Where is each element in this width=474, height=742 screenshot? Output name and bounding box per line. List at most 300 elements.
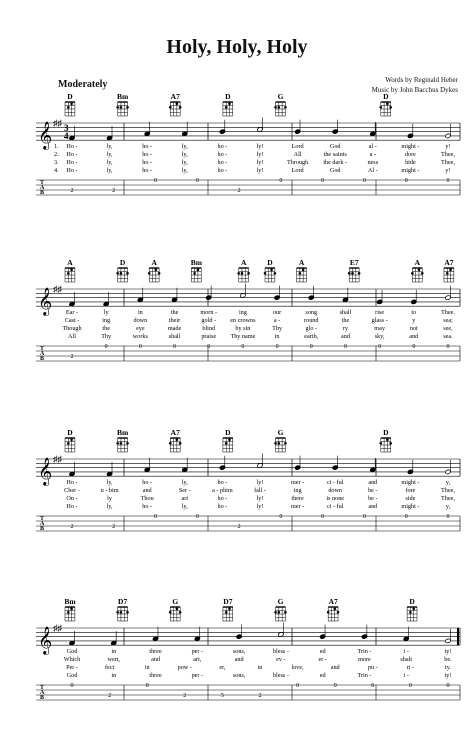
lyric-syllable: Thee, — [441, 487, 455, 494]
treble-clef: 𝄞 — [38, 289, 53, 316]
lyric-syllable: y, — [445, 479, 451, 486]
lyricist-credit: Words by Reginald Heber — [385, 76, 458, 84]
tab-fret: 0 — [333, 683, 337, 689]
lyric-syllable: Lord — [291, 143, 304, 150]
lyric-syllable: Thou — [140, 495, 154, 502]
tab-fret: 0 — [138, 344, 142, 350]
chord-name: G — [277, 597, 284, 606]
lyric-syllable: the dark - — [323, 159, 348, 166]
tab-fret: 0 — [275, 344, 279, 350]
lyric-syllable: and — [330, 664, 340, 671]
lyric-syllable: and — [142, 487, 152, 494]
lyric-syllable: there — [291, 495, 304, 502]
lyric-syllable: rise — [375, 309, 385, 316]
music-system — [0, 428, 474, 573]
lyric-syllable: in — [257, 664, 263, 671]
lyric-syllable: sons, — [232, 672, 246, 679]
lyric-syllable: Ho - — [66, 143, 78, 150]
lyric-syllable: ly, — [106, 151, 113, 158]
lyric-syllable: fore — [405, 487, 416, 494]
lyric-syllable: ly! — [256, 159, 264, 166]
lyric-syllable: their — [168, 317, 181, 324]
lyric-syllable: Lord — [291, 167, 304, 174]
lyric-syllable: ly! — [256, 167, 264, 174]
lyric-syllable: God — [66, 648, 78, 655]
lyric-syllable: Cher - — [64, 487, 80, 494]
svg-text:B: B — [40, 190, 45, 196]
lyric-syllable: round — [304, 317, 319, 324]
lyric-syllable: earth, — [304, 333, 319, 340]
chord-diagram — [65, 92, 75, 116]
lyric-syllable: glass - — [371, 317, 388, 324]
tab-fret: 0 — [362, 514, 366, 520]
lyric-syllable: Ho - — [66, 167, 78, 174]
svg-text:T: T — [40, 685, 45, 691]
lyric-syllable: ly, — [181, 167, 188, 174]
lyric-syllable: fall - — [254, 487, 266, 494]
tab-fret: 0 — [207, 344, 211, 350]
chord-diagram — [407, 597, 417, 621]
chord-diagram — [274, 597, 287, 621]
lyric-syllable: ev - — [276, 656, 286, 663]
lyric-syllable: Cast - — [64, 317, 80, 324]
chord-diagram — [148, 258, 161, 282]
lyric-syllable: more — [358, 656, 371, 663]
chord-name: E7 — [349, 258, 359, 267]
tab-fret: 0 — [145, 683, 149, 689]
lyric-syllable: i - — [403, 648, 409, 655]
treble-clef: 𝄞 — [38, 459, 53, 486]
svg-text:3: 3 — [64, 123, 69, 133]
lyric-syllable: ly! — [256, 495, 264, 502]
song-title: Holy, Holy, Holy — [166, 36, 308, 58]
chord-diagram — [223, 597, 233, 621]
tab-fret: 0 — [446, 344, 450, 350]
chord-name: A — [151, 258, 157, 267]
lyric-syllable: the saints — [323, 151, 347, 158]
lyric-syllable: sea; — [443, 317, 453, 324]
tab-fret: 0 — [309, 344, 313, 350]
tab-fret: 0 — [173, 344, 177, 350]
lyric-syllable: glo - — [305, 325, 318, 332]
lyric-syllable: and — [409, 333, 419, 340]
lyric-syllable: ry — [342, 325, 349, 332]
lyric-syllable: ty. — [445, 664, 451, 671]
chord-diagram — [379, 428, 392, 452]
lyric-syllable: ho - — [142, 159, 153, 166]
lyric-syllable: ly, — [106, 503, 113, 510]
lyric-syllable: er - — [318, 656, 327, 663]
chord-diagram — [348, 258, 361, 282]
chord-name: Bm — [190, 258, 202, 267]
tab-fret: 0 — [446, 178, 450, 184]
lyric-syllable: Ho - — [66, 151, 78, 158]
verse-number: 3. — [54, 159, 59, 166]
chord-diagram — [274, 428, 287, 452]
lyric-syllable: gold - — [201, 317, 217, 324]
lyric-syllable: Al - — [367, 167, 378, 174]
lyric-syllable: eye — [136, 325, 145, 332]
lyric-syllable: might - — [401, 143, 420, 150]
lyric-syllable: shall — [168, 333, 181, 340]
lyric-syllable: ho - — [217, 151, 228, 158]
tab-fret: 0 — [446, 683, 450, 689]
lyric-syllable: ri - — [406, 664, 415, 671]
lyric-syllable: Per - — [66, 664, 78, 671]
chord-diagram — [116, 258, 129, 282]
tab-fret: 2 — [258, 693, 262, 699]
lyric-syllable: ci - ful — [326, 479, 344, 486]
tab-fret: 0 — [279, 178, 283, 184]
lyric-syllable: be - — [368, 487, 378, 494]
composer-credit: Music by John Bacchus Dykes — [371, 86, 458, 94]
lyric-syllable: side — [405, 495, 416, 502]
lyric-syllable: Thy — [101, 333, 112, 340]
tab-fret: 0 — [321, 178, 325, 184]
lyric-syllable: see, — [443, 325, 453, 332]
tab-fret: 0 — [154, 178, 158, 184]
lyric-syllable: ly, — [106, 159, 113, 166]
chord-diagram — [237, 258, 250, 282]
chord-diagram — [327, 597, 340, 621]
music-system — [0, 597, 474, 742]
chord-diagram — [274, 92, 287, 116]
lyric-syllable: three — [149, 648, 162, 655]
chord-diagram — [116, 597, 129, 621]
lyric-syllable: ing — [293, 487, 302, 494]
tab-fret: 0 — [241, 344, 245, 350]
lyric-syllable: ho - — [217, 495, 228, 502]
chord-name: A — [414, 258, 421, 267]
treble-staff — [36, 118, 460, 150]
tab-fret: 0 — [154, 514, 158, 520]
lyric-syllable: shall — [339, 309, 352, 316]
lyric-syllable: the — [341, 317, 350, 324]
treble-staff — [36, 623, 460, 655]
lyric-syllable: ho - — [217, 167, 228, 174]
lyric-syllable: might - — [401, 167, 420, 174]
lyric-syllable: and — [234, 656, 244, 663]
lyrics-block — [64, 479, 455, 510]
chord-name: D — [225, 92, 231, 101]
key-signature: ♯♯ — [53, 454, 62, 464]
tab-fret: 0 — [195, 514, 199, 520]
chord-diagram — [65, 428, 75, 452]
tab-staff — [36, 683, 460, 701]
lyric-syllable: fect — [104, 664, 115, 671]
lyric-syllable: and — [368, 479, 378, 486]
chord-name: D — [267, 258, 273, 267]
lyric-syllable: ly! — [256, 479, 264, 486]
lyric-syllable: not — [409, 325, 418, 332]
chord-name: D — [409, 597, 415, 606]
lyric-syllable: ty! — [444, 672, 452, 679]
chord-name: A — [298, 258, 305, 267]
lyric-syllable: On - — [66, 495, 78, 502]
lyric-syllable: made — [167, 325, 182, 332]
chord-name: A7 — [170, 428, 180, 437]
tab-fret: 2 — [237, 188, 241, 194]
tab-fret: 2 — [237, 524, 241, 530]
melody-notes — [69, 283, 451, 306]
chord-diagram — [169, 597, 182, 621]
lyric-syllable: ly, — [181, 503, 188, 510]
tab-fret: 2 — [112, 188, 116, 194]
svg-text:B: B — [40, 526, 45, 532]
lyric-syllable: Ho - — [66, 159, 78, 166]
chord-name: D — [383, 428, 389, 437]
lyric-syllable: Through — [286, 159, 309, 166]
lyric-syllable: ly, — [181, 159, 188, 166]
lyric-syllable: shalt — [400, 656, 413, 663]
lyrics-block — [54, 143, 455, 174]
tab-fret: 0 — [70, 683, 74, 689]
lyric-syllable: a - — [369, 151, 376, 158]
chord-name: D — [119, 258, 126, 267]
lyric-syllable: mer - — [290, 503, 305, 510]
chord-diagram — [297, 258, 307, 282]
lyric-syllable: in — [137, 309, 143, 316]
lyric-syllable: ho - — [217, 479, 228, 486]
tab-fret: 5 — [220, 693, 224, 699]
lyric-syllable: Ho - — [66, 479, 78, 486]
chord-diagram — [65, 258, 75, 282]
lyric-syllable: All — [68, 333, 76, 340]
lyric-syllable: All — [293, 151, 302, 158]
tab-fret: 0 — [296, 683, 300, 689]
chord-name: A7 — [328, 597, 338, 606]
lyric-syllable: may — [374, 325, 385, 332]
lyric-syllable: Thee, — [441, 151, 455, 158]
lyric-syllable: sea. — [443, 333, 453, 340]
lyric-syllable: in — [274, 333, 280, 340]
lyric-syllable: ly, — [106, 143, 113, 150]
music-system — [0, 258, 474, 403]
treble-staff — [36, 454, 460, 486]
chord-diagram — [116, 428, 129, 452]
chord-name: Bm — [117, 428, 129, 437]
lyric-syllable: Thee, — [441, 495, 455, 502]
lyric-syllable: a - phim — [212, 487, 233, 494]
tab-fret: 0 — [362, 178, 366, 184]
chord-diagram — [169, 428, 182, 452]
lyric-syllable: sons, — [232, 648, 246, 655]
lyric-syllable: y, — [445, 503, 451, 510]
lyrics-block — [64, 648, 452, 679]
lyric-syllable: by sin — [235, 325, 251, 332]
lyric-syllable: God — [66, 672, 78, 679]
svg-text:B: B — [40, 356, 45, 362]
tab-fret: 0 — [412, 344, 416, 350]
tab-staff — [36, 344, 460, 362]
lyric-syllable: hide — [405, 159, 416, 166]
tab-staff — [36, 178, 460, 196]
lyric-syllable: is none — [326, 495, 345, 502]
lyric-syllable: the — [170, 309, 179, 316]
lyric-syllable: er, — [219, 664, 226, 671]
chord-diagram — [264, 258, 277, 282]
chord-diagram — [379, 92, 392, 116]
svg-text:A: A — [40, 351, 45, 357]
lyric-syllable: ly, — [106, 479, 113, 486]
chord-name: D7 — [223, 597, 233, 606]
lyric-syllable: and — [340, 333, 350, 340]
chord-diagram — [223, 92, 233, 116]
lyric-syllable: mer - — [290, 479, 305, 486]
chord-name: A7 — [444, 258, 454, 267]
lyric-syllable: might - — [401, 503, 420, 510]
lyric-syllable: Ear - — [65, 309, 79, 316]
lyric-syllable: ci - ful — [326, 503, 344, 510]
lyric-syllable: praise — [201, 333, 217, 340]
lyric-syllable: blind — [202, 325, 216, 332]
lyric-syllable: ho - — [217, 503, 228, 510]
svg-text:T: T — [40, 346, 45, 352]
key-signature: ♯♯ — [53, 284, 62, 294]
lyric-syllable: ing — [102, 317, 111, 324]
lyric-syllable: ly! — [256, 151, 264, 158]
lyric-syllable: three — [149, 672, 162, 679]
chord-name: G — [172, 597, 179, 606]
svg-text:T: T — [40, 180, 45, 186]
melody-notes — [69, 453, 451, 476]
lyric-syllable: art — [181, 495, 189, 502]
lyric-syllable: ly, — [181, 479, 188, 486]
lyric-syllable: our — [272, 309, 282, 316]
lyric-syllable: love, — [291, 664, 304, 671]
lyric-syllable: ly, — [181, 151, 188, 158]
verse-number: 1. — [54, 143, 59, 150]
lyric-syllable: art, — [193, 656, 202, 663]
lyric-syllable: ho - — [142, 151, 153, 158]
chord-diagram — [64, 597, 76, 621]
lyric-syllable: be - — [368, 495, 378, 502]
lyric-syllable: and — [151, 656, 161, 663]
lyric-syllable: Thee, — [441, 159, 455, 166]
chord-name: D — [67, 92, 73, 101]
lyric-syllable: and — [368, 503, 378, 510]
lyric-syllable: Thy — [272, 325, 283, 332]
lyric-syllable: pu - — [367, 664, 378, 671]
lyric-syllable: in — [144, 664, 150, 671]
chord-name: D — [67, 428, 73, 437]
lyric-syllable: ly! — [256, 143, 264, 150]
tab-fret: 0 — [195, 178, 199, 184]
lyrics-block — [62, 309, 455, 340]
lyric-syllable: ho - — [217, 143, 228, 150]
lyric-syllable: ly — [103, 309, 109, 316]
notation-svg — [0, 258, 474, 398]
lyric-syllable: Thee. — [441, 309, 455, 316]
key-signature: ♯♯ — [53, 118, 62, 128]
chord-name: D — [225, 428, 231, 437]
chord-diagram — [444, 258, 454, 282]
tab-fret: 0 — [378, 344, 382, 350]
tempo-marking: Moderately — [58, 79, 108, 90]
lyric-syllable: i - — [403, 672, 409, 679]
notation-svg — [0, 92, 474, 232]
tab-fret: 0 — [404, 178, 408, 184]
lyric-syllable: bless - — [272, 648, 289, 655]
lyric-syllable: Thy name — [230, 333, 256, 340]
tab-fret: 0 — [371, 683, 375, 689]
chord-name: G — [277, 428, 284, 437]
lyric-syllable: ho - — [142, 167, 153, 174]
tab-staff — [36, 514, 460, 532]
chord-diagram — [411, 258, 424, 282]
svg-text:A: A — [40, 185, 45, 191]
lyric-syllable: y! — [445, 167, 451, 174]
lyric-syllable: to — [411, 309, 417, 316]
lyric-syllable: ho - — [217, 159, 228, 166]
lyric-syllable: bless - — [272, 672, 289, 679]
lyric-syllable: per - — [191, 648, 204, 655]
lyric-syllable: in — [111, 672, 117, 679]
lyric-syllable: God — [329, 167, 341, 174]
chord-name: D7 — [118, 597, 128, 606]
chord-name: A7 — [170, 92, 180, 101]
svg-text:A: A — [40, 521, 45, 527]
melody-notes — [69, 622, 451, 645]
lyric-syllable: morn - — [200, 309, 218, 316]
treble-staff — [36, 284, 460, 316]
lyric-syllable: y — [412, 317, 416, 324]
lyric-syllable: dore — [404, 151, 416, 158]
tab-fret: 0 — [446, 514, 450, 520]
tab-fret: 2 — [183, 693, 187, 699]
lyric-syllable: ness — [367, 159, 379, 166]
lyric-syllable: works — [132, 333, 148, 340]
svg-text:4: 4 — [64, 131, 69, 141]
lyric-syllable: en crowns — [230, 317, 256, 324]
chord-diagram — [116, 92, 129, 116]
lyric-syllable: a - — [273, 317, 281, 324]
lyric-syllable: God — [329, 143, 341, 150]
lyric-syllable: ly! — [256, 503, 264, 510]
chord-name: A — [67, 258, 73, 267]
lyric-syllable: Though — [62, 325, 82, 332]
lyric-syllable: Trin - — [357, 648, 372, 655]
lyric-syllable: ho - — [142, 143, 153, 150]
notation-svg — [0, 428, 474, 568]
lyric-syllable: Which — [63, 656, 81, 663]
lyric-syllable: ly, — [181, 143, 188, 150]
tab-fret: 0 — [404, 514, 408, 520]
chord-name: Bm — [117, 92, 129, 101]
lyric-syllable: ly — [107, 495, 113, 502]
music-system — [0, 92, 474, 237]
treble-clef: 𝄞 — [38, 628, 53, 655]
lyric-syllable: per - — [191, 672, 204, 679]
lyric-syllable: sky, — [374, 333, 385, 340]
treble-clef: 𝄞 — [38, 123, 53, 150]
lyric-syllable: be. — [444, 656, 452, 663]
chord-name: Bm — [64, 597, 76, 606]
tab-fret: 2 — [70, 188, 74, 194]
chord-diagram — [169, 92, 182, 116]
lyric-syllable: might - — [401, 479, 420, 486]
tab-fret: 2 — [70, 524, 74, 530]
notation-svg — [0, 597, 474, 737]
svg-text:T: T — [40, 516, 45, 522]
chord-name: A — [240, 258, 247, 267]
lyric-syllable: song — [305, 309, 318, 316]
lyric-syllable: down — [328, 487, 343, 494]
tab-fret: 0 — [343, 344, 347, 350]
chord-diagram — [191, 258, 203, 282]
lyric-syllable: y! — [445, 143, 451, 150]
tab-fret: 2 — [112, 524, 116, 530]
